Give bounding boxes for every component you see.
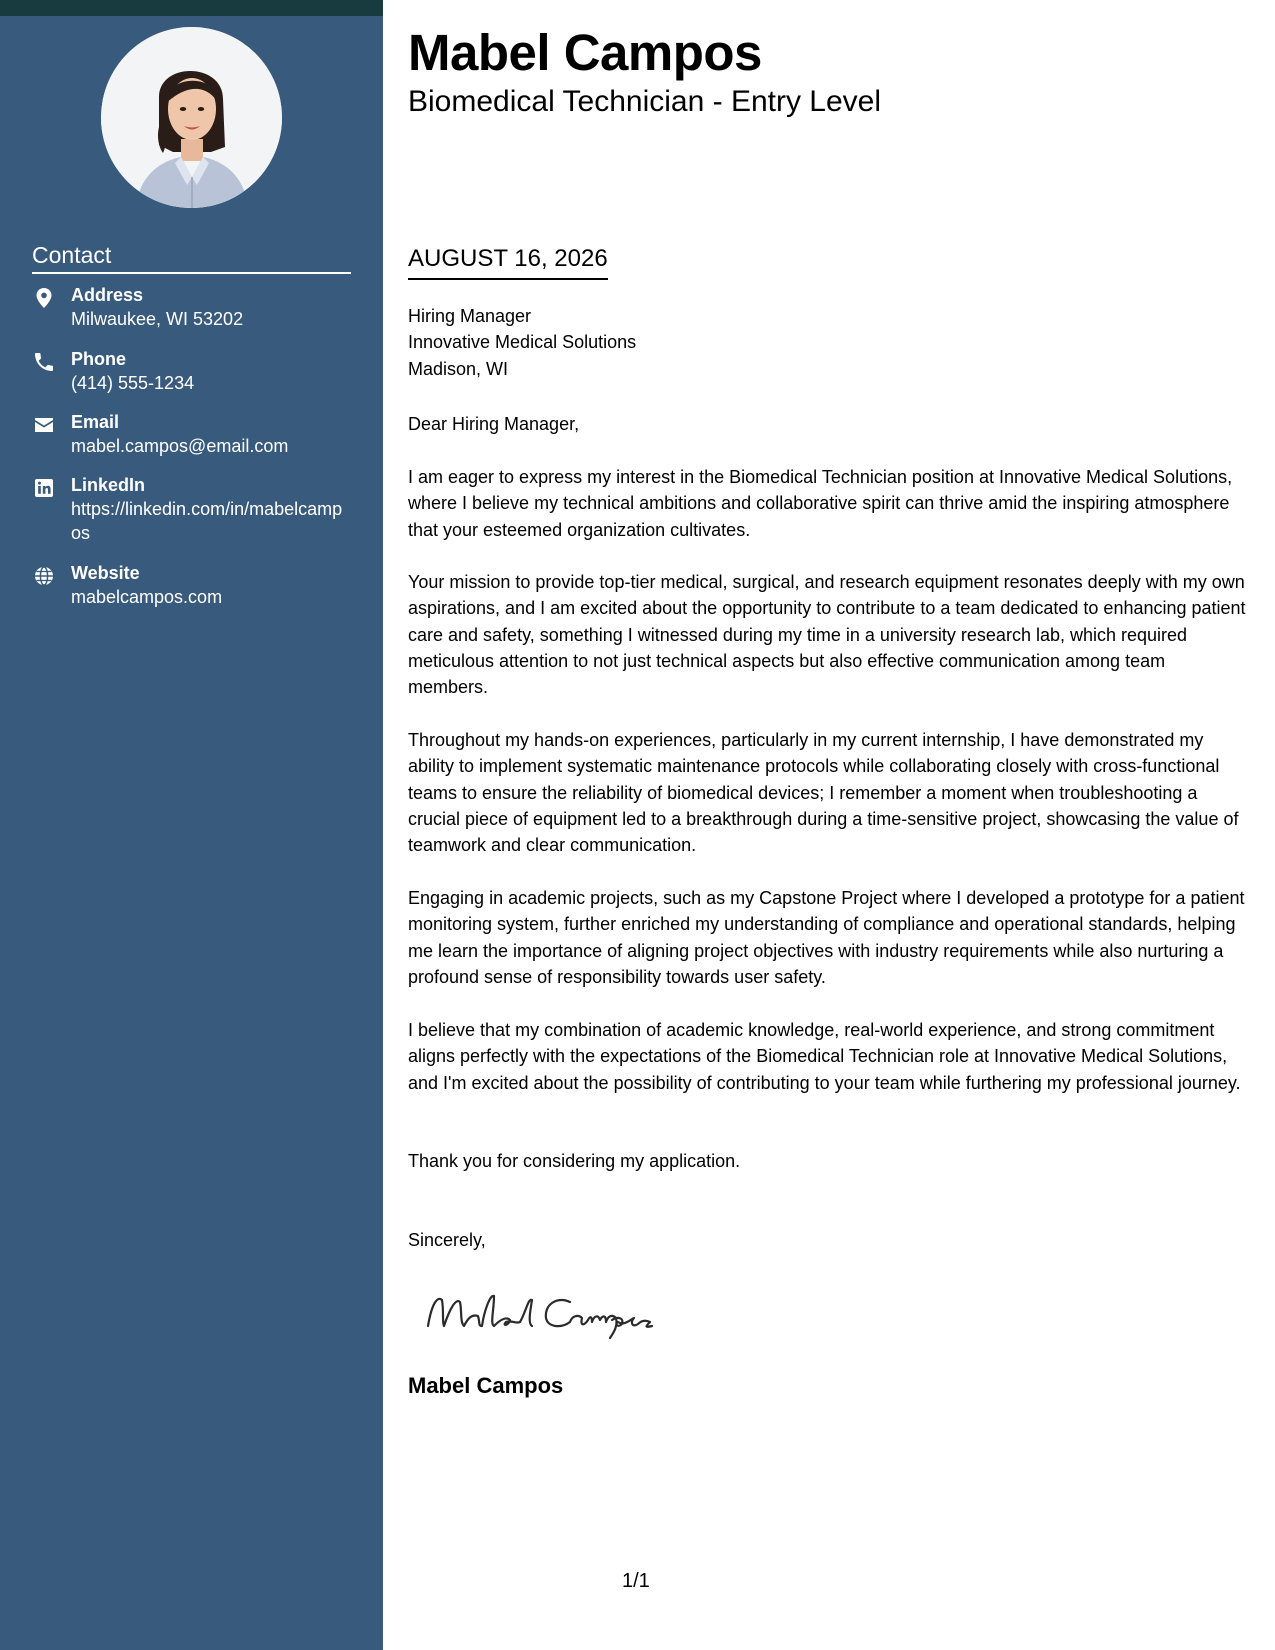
letter-paragraph: Thank you for considering my application. — [408, 1151, 741, 1171]
recipient-line: Madison, WI — [408, 358, 509, 379]
contact-value-address: Milwaukee, WI 53202 — [71, 309, 244, 329]
contact-label: LinkedIn — [71, 475, 146, 495]
handwritten-signature — [420, 1282, 670, 1342]
contact-value-linkedin[interactable]: https://linkedin.com/in/mabelcampos — [71, 499, 343, 543]
phone-icon — [32, 350, 56, 374]
envelope-icon — [32, 413, 56, 437]
contact-value-email: mabel.campos@email.com — [71, 436, 289, 456]
contact-heading: Contact — [32, 240, 351, 274]
sidebar — [0, 0, 383, 1650]
job-title: Biomedical Technician - Entry Level — [408, 85, 882, 118]
applicant-name: Mabel Campos — [408, 24, 762, 81]
avatar — [101, 27, 282, 208]
recipient-line: Hiring Manager — [408, 306, 532, 326]
letter-paragraph: I believe that my combination of academic knowledge, real-world experience, and strong commitment aligns perfectly with the expectations of the Biomedical Technician role at Innovative Medical Solutions, and I'm excited about the possibility of contributing to your team while furthering my professional journey. — [408, 1020, 1241, 1093]
contact-label: Address — [71, 285, 144, 305]
contact-label: Phone — [71, 349, 127, 369]
recipient-line: Innovative Medical Solutions — [408, 332, 637, 353]
letter-paragraph: Your mission to provide top-tier medical, surgical, and research equipment resonates deeply with my own aspirations, and I am excited about the opportunity to contribute to a team dedicated to enhancing patient care and safety, something I witnessed during my time in a university research lab, which required meticulous attention to not just technical aspects but also effective communication among team members. — [408, 572, 1246, 698]
map-pin-icon — [32, 286, 56, 310]
sidebar-top-bar — [0, 0, 383, 16]
letter-paragraph: Engaging in academic projects, such as my Capstone Project where I developed a prototype for a patient monitoring system, further enriched my understanding of compliance and operational standards, helping me learn the importance of aligning project objectives with industry requirements while also nurturing a profound sense of responsibility towards user safety. — [408, 888, 1245, 987]
salutation: Dear Hiring Manager, — [408, 414, 580, 434]
contact-label: Email — [71, 412, 120, 432]
contact-value-phone: (414) 555-1234 — [71, 373, 195, 393]
signed-name: Mabel Campos — [408, 1373, 564, 1398]
contact-label: Website — [71, 563, 140, 583]
letter-paragraph: I am eager to express my interest in the Biomedical Technician position at Innovative Medical Solutions, where I believe my technical ambitions and collaborative spirit can thrive amid the inspiring atmosphere that your esteemed organization cultivates. — [408, 467, 1233, 540]
globe-icon — [32, 564, 56, 588]
recipient-block — [408, 303, 1250, 382]
closing: Sincerely, — [408, 1230, 486, 1250]
contact-value-website[interactable]: mabelcampos.com — [71, 587, 223, 607]
letter-paragraph: Throughout my hands-on experiences, particularly in my current internship, I have demonstrated my ability to implement systematic maintenance protocols while collaborating closely with cross-functional teams to ensure the reliability of biomedical devices; I remember a moment when troubleshooting a crucial piece of equipment led to a breakthrough during a time-sensitive project, showcasing the value of teamwork and clear communication. — [408, 730, 1239, 856]
page-number: 1/1 — [622, 1570, 650, 1592]
letter-date: AUGUST 16, 2026 — [408, 244, 608, 280]
linkedin-icon — [32, 476, 56, 500]
